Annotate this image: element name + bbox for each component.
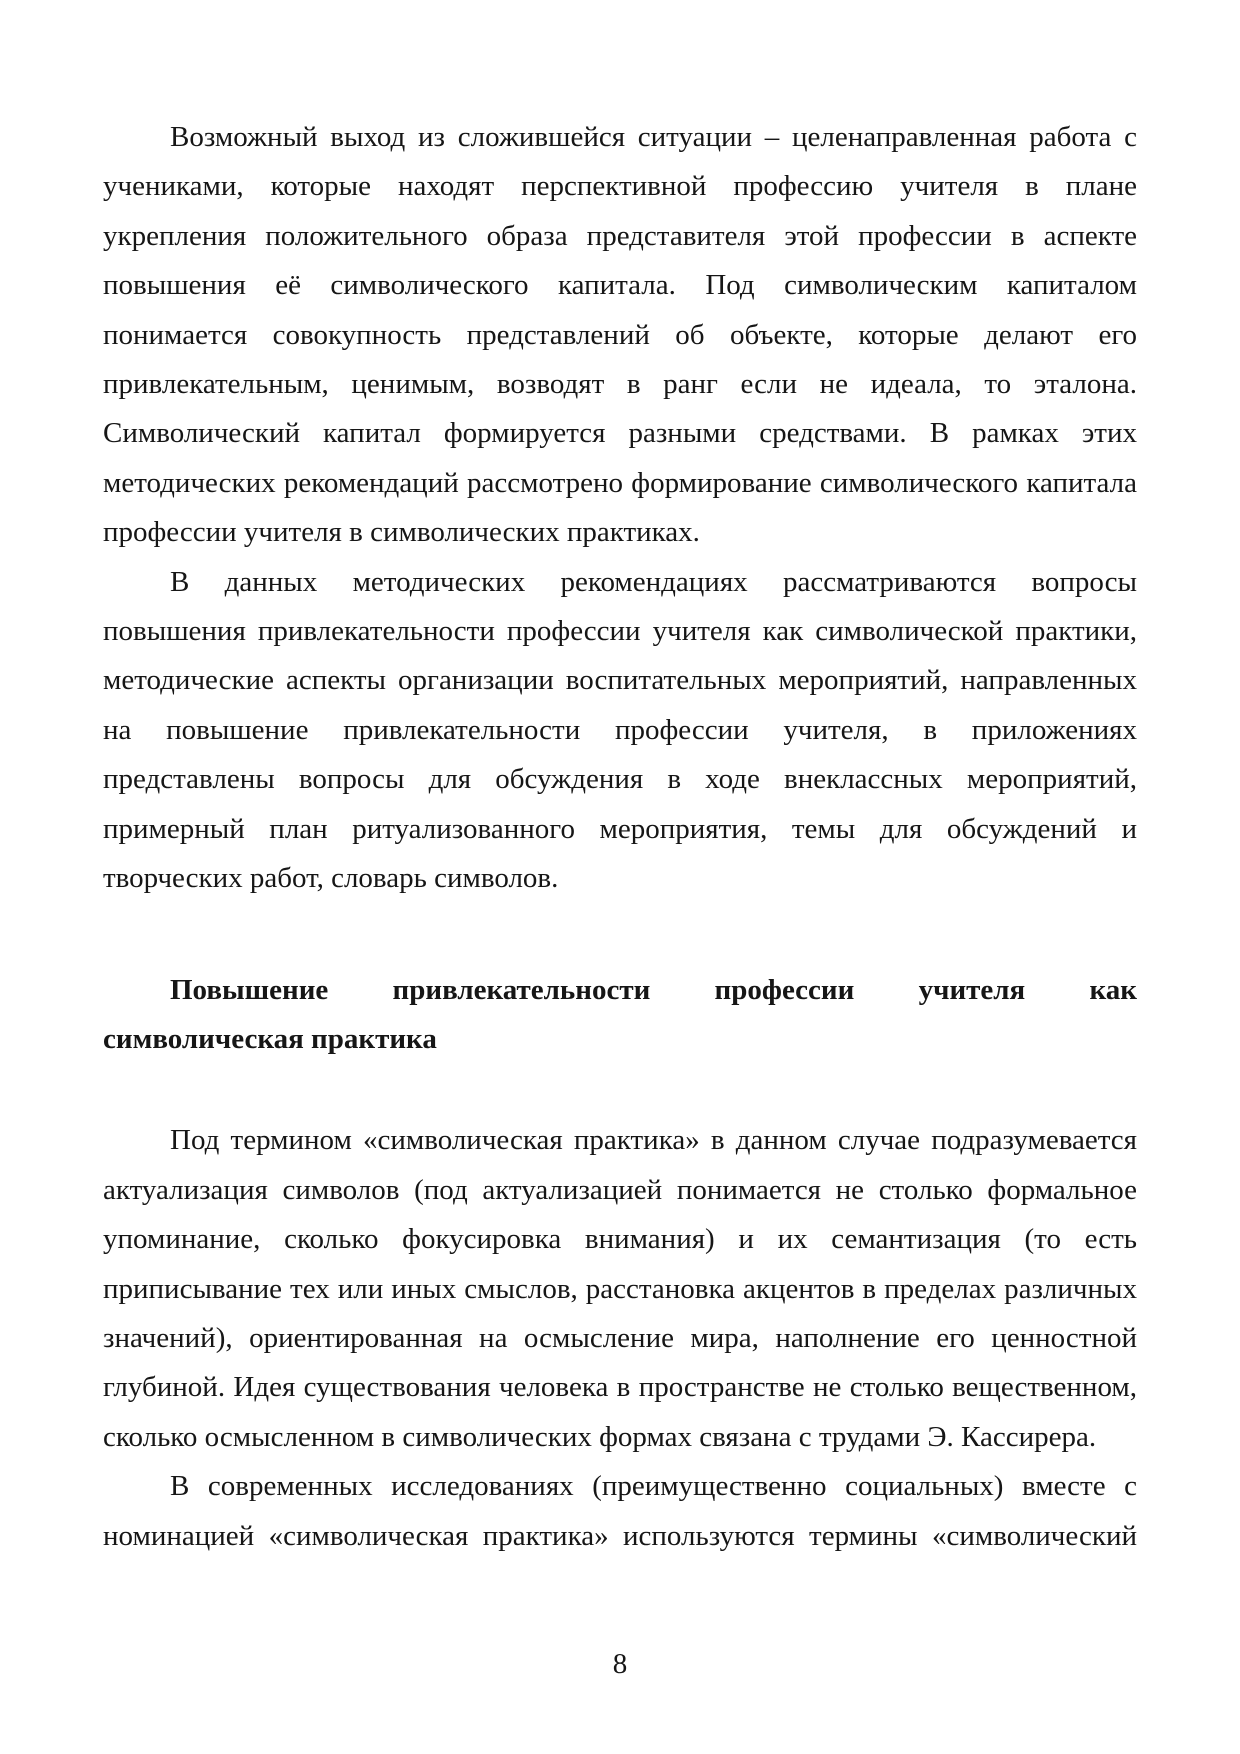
paragraph-recommendations-overview: В данных методических рекомендациях рассматриваются вопросы повышения привлекательности профессии учителя как символической практики, методические аспекты организации воспитательных мероприятий, направленных на повышение привлекательности профессии учителя, в приложениях представлены вопросы для обсуждения в ходе внеклассных мероприятий, примерный план ритуализованного мероприятия, темы для обсуждений и творческих работ, словарь символов. bbox=[103, 565, 1137, 895]
section-heading-line1: Повышение привлекательности профессии учителя как bbox=[170, 973, 1137, 1006]
section-heading-line2: символическая практика bbox=[103, 1022, 437, 1055]
paragraph-possible-solution: Возможный выход из сложившейся ситуации – целенаправленная работа с учениками, которые находят перспективной профессию учителя в плане укрепления положительного образа представителя этой профессии в аспекте повышения её символического капитала. Под символическим капиталом понимается совокупность представлений об объекте, которые делают его привлекательным, ценимым, возводят в ранг если не идеала, то эталона. Символический капитал формируется разными средствами. В рамках этих методических рекомендаций рассмотрено формирование символического капитала профессии учителя в символических практиках. bbox=[103, 121, 1137, 549]
paragraph-symbolic-practice-definition: Под термином «символическая практика» в данном случае подразумевается актуализация символов (под актуализацией понимается не столько формальное упоминание, сколько фокусировка внимания) и их семантизация (то есть приписывание тех или иных смыслов, расстановка акцентов в пределах различных значений), ориентированная на осмысление мира, наполнение его ценностной глубиной. Идея существования человека в пространстве не столько вещественном, сколько осмысленном в символических формах связана с трудами Э. Кассирера. bbox=[103, 1124, 1137, 1453]
section-heading bbox=[103, 966, 1137, 1065]
paragraph-modern-research: В современных исследованиях (преимущественно социальных) вместе с номинацией «символическая практика» используются термины «символический bbox=[103, 1470, 1137, 1552]
page-number: 8 bbox=[612, 1647, 628, 1680]
